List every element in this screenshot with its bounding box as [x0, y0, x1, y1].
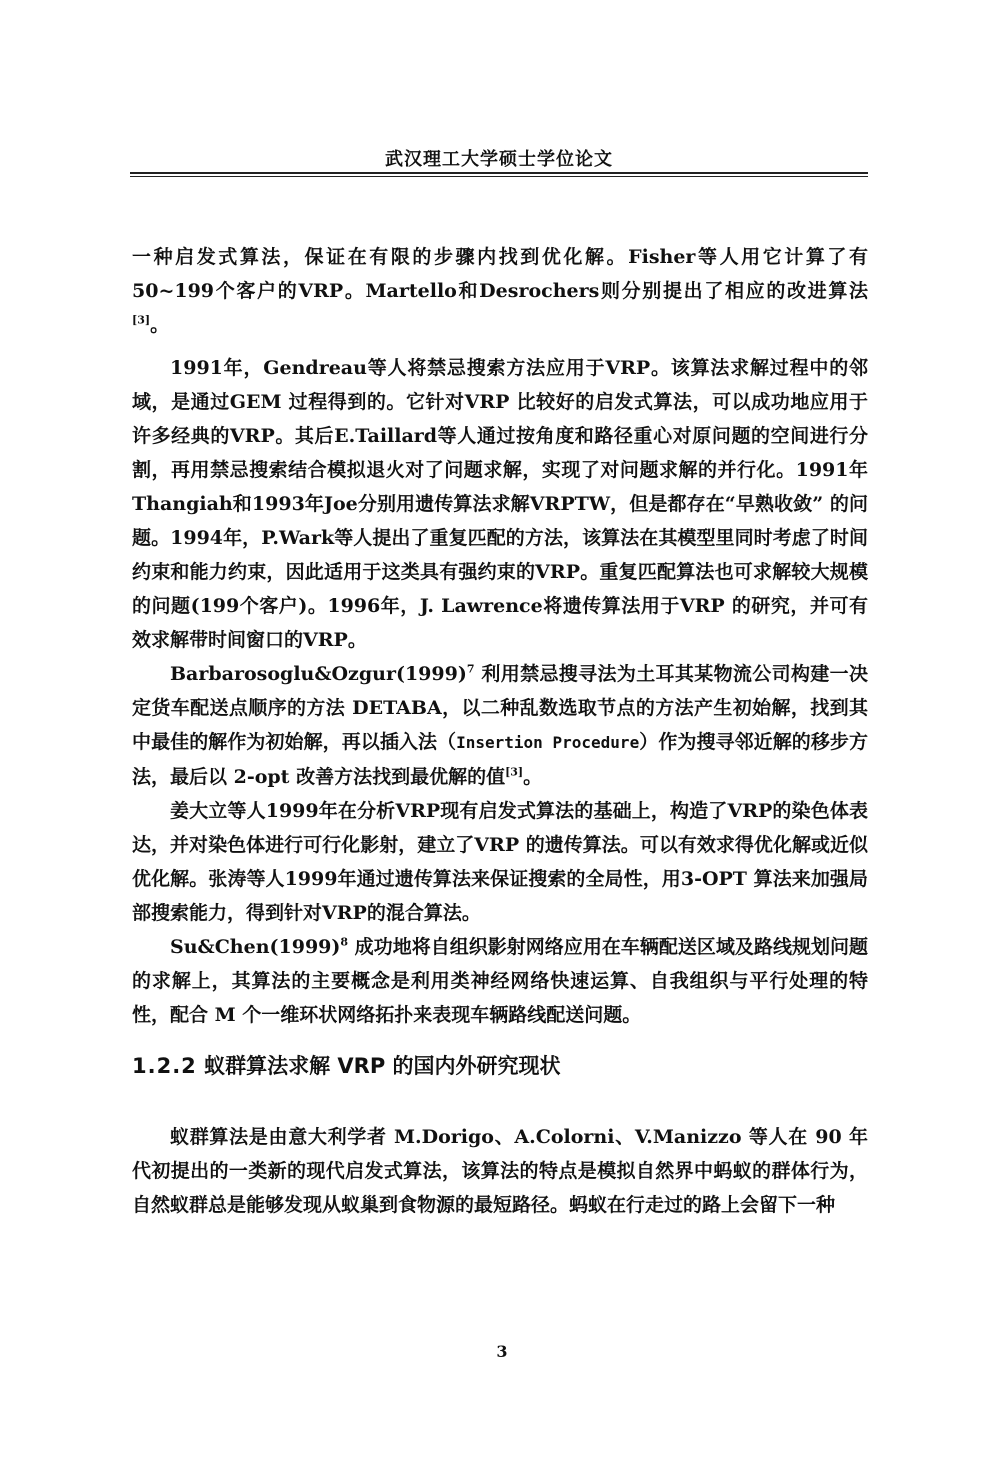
citation: [3] [132, 313, 151, 327]
paragraph-3-text-cont: ）作为搜寻邻近解的移步方法，最后以 2-opt 改善方法找到最优解的值 [132, 731, 868, 788]
paragraph-1 [132, 240, 868, 342]
paragraph-4 [132, 794, 868, 930]
paragraph-4-text: 姜大立等人1999年在分析VRP现有启发式算法的基础上，构造了VRP的染色体表达，并对染色体进行可行化影射，建立了VRP 的遗传算法。可以有效求得优化解或近似优化解。张涛等人1999年通过遗传算法来保证搜索的全局性，用3-OPT 算法来加强局部搜索能力，得到针对VRP的混合算法。 [132, 800, 868, 924]
citation: [3] [505, 765, 524, 779]
section-title: 蚁群算法求解 VRP 的国内外研究现状 [204, 1054, 561, 1078]
paragraph-3-author: Barbarosoglu&Ozgur(1999) [170, 663, 467, 685]
paragraph-3-text: 利用禁忌搜寻法为土耳其某物流公司构建一决定货车配送点顺序的方法 DETABA，以二种乱数选取节点的方法产生初始解，找到其中最佳的解作为初始解，再以插入法（ [132, 663, 868, 753]
paragraph-3 [132, 657, 868, 794]
section-paragraph [132, 1120, 868, 1222]
section-paragraph-text: 蚁群算法是由意大利学者 M.Dorigo、A.Colorni、V.Manizzo 等人在 90 年代初提出的一类新的现代启发式算法，该算法的特点是模拟自然界中蚂蚁的群体行为，自然蚁群总是能够发现从蚁巢到食物源的最短路径。蚂蚁在行走过的路上会留下一种 [132, 1126, 868, 1216]
page-number: 3 [496, 1342, 508, 1361]
citation: 7 [466, 662, 475, 676]
paragraph-5-author: Su&Chen(1999) [170, 936, 341, 958]
body-text [132, 240, 868, 1222]
paragraph-1-end: 。 [150, 314, 170, 336]
paragraph-1-text: 一种启发式算法，保证在有限的步骤内找到优化解。Fisher等人用它计算了有50~199个客户的VRP。Martello和Desrochers则分别提出了相应的改进算法 [132, 246, 868, 302]
paragraph-2-text: 1991年，Gendreau等人将禁忌搜索方法应用于VRP。该算法求解过程中的邻域，是通过GEM 过程得到的。它针对VRP 比较好的启发式算法，可以成功地应用于许多经典的VRP。其后E.Taillard等人通过按角度和路径重心对原问题的空间进行分割，再用禁忌搜索结合模拟退火对了问题求解，实现了对问题求解的并行化。1991年Thangiah和1993年Joe分别用遗传算法求解VRPTW，但是都存在“早熟收敛” 的问题。1994年，P.Wark等人提出了重复匹配的方法，该算法在其模型里同时考虑了时间约束和能力约束，因此适用于这类具有强约束的VRP。重复匹配算法也可求解较大规模的问题(199个客户)。1996年，J. Lawrence将遗传算法用于VRP 的研究，并可有效求解带时间窗口的VRP。 [132, 357, 868, 651]
running-header: 武汉理工大学硕士学位论文 [385, 149, 613, 170]
paragraph-2 [132, 351, 868, 657]
paragraph-3-term: Insertion Procedure [456, 733, 640, 752]
paragraph-5-text: 成功地将自组织影射网络应用在车辆配送区域及路线规划问题的求解上，其算法的主要概念是利用类神经网络快速运算、自我组织与平行处理的特性，配合 M 个一维环状网络拓扑来表现车辆路线配送问题。 [132, 936, 868, 1026]
section-number: 1.2.2 [132, 1054, 197, 1078]
paragraph-3-end: 。 [523, 766, 543, 788]
section-heading [132, 1046, 868, 1086]
header-rule [130, 172, 868, 177]
paragraph-5 [132, 930, 868, 1032]
citation: 8 [340, 935, 349, 949]
